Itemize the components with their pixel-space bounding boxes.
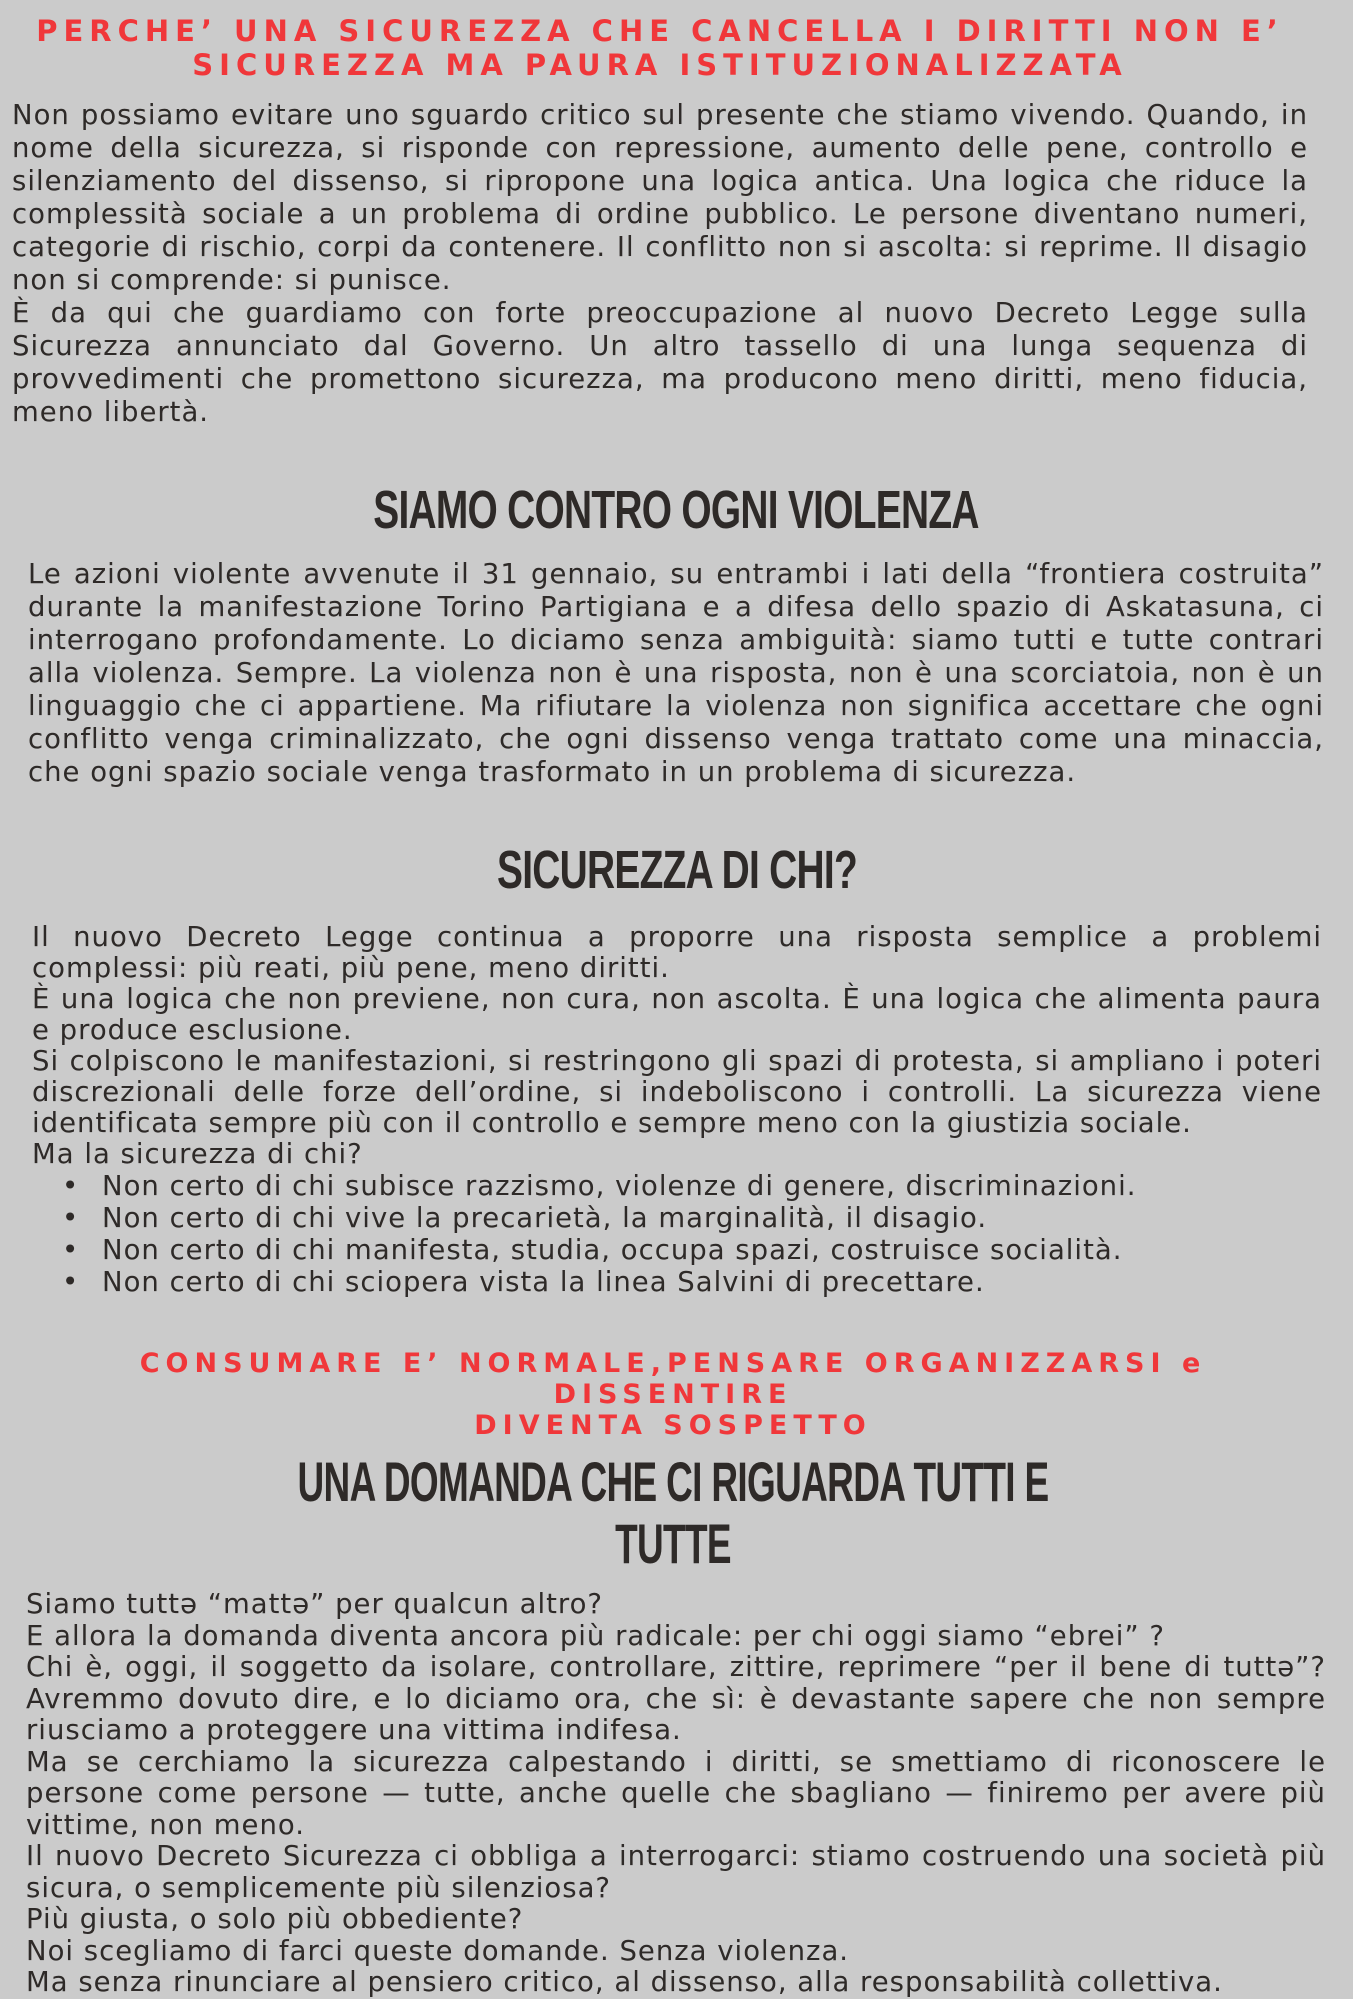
security-paragraph-3: Si colpiscono le manifestazioni, si restringono gli spazi di protesta, si ampliano i poteri discrezionali delle forze dell’ordine, si indeboliscono i controlli. La sicurezza viene identificata sempre più con il controllo e sempre meno con la giustizia sociale. xyxy=(32,1045,1322,1139)
question-heading: UNA DOMANDA CHE CI RIGUARDA TUTTI E TUTTE xyxy=(297,1450,1049,1575)
question-paragraph-5: Il nuovo Decreto Sicurezza ci obbliga a interrogarci: stiamo costruendo una società più sicura, o semplicemente più silenziosa? xyxy=(26,1840,1326,1904)
bullet-text: Non certo di chi sciopera vista la linea Salvini di precettare. xyxy=(102,1266,985,1298)
security-bullet-list xyxy=(32,1170,1322,1298)
bullet-icon: • xyxy=(62,1234,80,1266)
bullet-text: Non certo di chi subisce razzismo, violenze di genere, discriminazioni. xyxy=(102,1170,1137,1202)
security-paragraph-2: È una logica che non previene, non cura, non ascolta. È una logica che alimenta paura e produce esclusione. xyxy=(32,983,1322,1046)
bullet-icon: • xyxy=(62,1170,80,1202)
intro-title-line1: PERCHE’ UNA SICUREZZA CHE CANCELLA I DIRITTI NON E’ xyxy=(36,14,1284,48)
question-paragraph-2: E allora la domanda diventa ancora più radicale: per chi oggi siamo “ebrei” ? xyxy=(26,1619,1165,1652)
question-paragraph-6: Più giusta, o solo più obbediente? xyxy=(26,1903,524,1935)
question-paragraph-4: Ma se cerchiamo la sicurezza calpestando i diritti, se smettiamo di riconoscere le persone come persone — tutte, anche quelle che sbagliano — finiremo per avere più vittime, non meno. xyxy=(26,1745,1326,1841)
section-question xyxy=(14,1348,1332,1999)
security-paragraph-4: Ma la sicurezza di chi? xyxy=(32,1138,363,1170)
question-paragraph-3: Chi è, oggi, il soggetto da isolare, controllare, zittire, reprimere “per il bene di tuttə”? Avremmo dovuto dire, e lo diciamo ora, che sì: è devastante sapere che non sempre riusciamo a proteggere una vittima indifesa. xyxy=(26,1651,1326,1746)
section-intro xyxy=(12,14,1308,429)
bullet-icon: • xyxy=(62,1202,80,1234)
bullet-text: Non certo di chi vive la precarietà, la marginalità, il disagio. xyxy=(102,1202,988,1234)
violence-paragraph: Le azioni violente avvenute il 31 gennaio, su entrambi i lati della “frontiera costruita” durante la manifestazione Torino Partigiana e a difesa dello spazio di Askatasuna, ci interrogano profondamente. Lo diciamo senza ambiguità: siamo tutti e tutte contrari alla violenza. Sempre. La violenza non è una risposta, non è una scorciatoia, non è un linguaggio che ci appartiene. Ma rifiutare la violenza non significa accettare che ogni conflitto venga criminalizzato, che ogni dissenso venga trattato come una minaccia, che ogni spazio sociale venga trasformato in un problema di sicurezza. xyxy=(28,558,1324,788)
security-paragraph-1: Il nuovo Decreto Legge continua a proporre una risposta semplice a problemi complessi: più reati, più pene, meno diritti. xyxy=(32,921,1322,984)
question-red-title xyxy=(14,1348,1332,1441)
list-item xyxy=(32,1266,1322,1298)
question-paragraph-7: Noi scegliamo di farci queste domande. Senza violenza. xyxy=(26,1934,850,1967)
list-item xyxy=(32,1170,1322,1202)
intro-paragraph-2: È da qui che guardiamo con forte preoccupazione al nuovo Decreto Legge sulla Sicurezza annunciato dal Governo. Un altro tassello di una lunga sequenza di provvedimenti che promettono sicurezza, ma producono meno diritti, meno fiducia, meno libertà. xyxy=(12,297,1308,428)
question-paragraph-1: Siamo tuttə “mattə” per qualcun altro? xyxy=(26,1588,604,1620)
list-item xyxy=(32,1234,1322,1266)
list-item xyxy=(32,1202,1322,1234)
bullet-icon: • xyxy=(62,1266,80,1298)
question-red-title-line1: CONSUMARE E’ NORMALE,PENSARE ORGANIZZARSI e DISSENTIRE xyxy=(139,1348,1207,1410)
bullet-text: Non certo di chi manifesta, studia, occupa spazi, costruisce socialità. xyxy=(102,1234,1123,1266)
security-whom-heading: SICUREZZA DI CHI? xyxy=(497,840,857,900)
intro-title-line2: SICUREZZA MA PAURA ISTITUZIONALIZZATA xyxy=(192,48,1128,82)
intro-paragraph-1: Non possiamo evitare uno sguardo critico sul presente che stiamo vivendo. Quando, in nome della sicurezza, si risponde con repressione, aumento delle pene, controllo e silenziamento del dissenso, si ripropone una logica antica. Una logica che riduce la complessità sociale a un problema di ordine pubblico. Le persone diventano numeri, categorie di rischio, corpi da contenere. Il conflitto non si ascolta: si reprime. Il disagio non si comprende: si punisce. xyxy=(12,99,1308,296)
question-paragraph-8: Ma senza rinunciare al pensiero critico, al dissenso, alla responsabilità collettiva. xyxy=(26,1966,1223,1998)
violence-heading: SIAMO CONTRO OGNI VIOLENZA xyxy=(373,480,979,540)
section-violence xyxy=(28,480,1324,789)
intro-title xyxy=(12,14,1308,82)
section-security-whom xyxy=(32,840,1322,1298)
question-red-title-line2: DIVENTA SOSPETTO xyxy=(474,1410,872,1441)
